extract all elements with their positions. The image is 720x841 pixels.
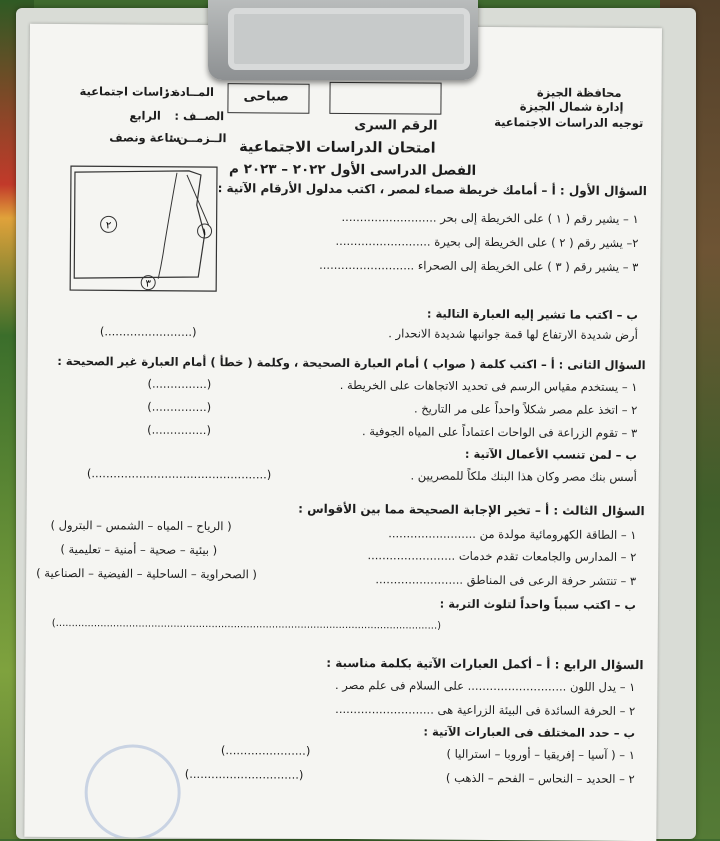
q4-b-blank-1: (......................) bbox=[220, 743, 311, 758]
q2-blank-3: (...............) bbox=[147, 422, 212, 438]
header-department: توجيه الدراسات الاجتماعية bbox=[494, 115, 644, 131]
map-nile bbox=[158, 173, 177, 279]
q3-options-2: ( بيئية – صحية – أمنية – تعليمية ) bbox=[60, 542, 218, 558]
q2-item-3: ٣ – تقوم الزراعة فى الواحات اعتماداً على المياه الجوفية . bbox=[361, 424, 638, 441]
q4-item-2: ٢ – الحرفة السائدة فى البيئة الزراعية هى ........................... bbox=[335, 701, 636, 719]
q3-item-2: ٢ – المدارس والجامعات تقدم خدمات ........................ bbox=[367, 548, 637, 565]
q1-title: السؤال الأول : أ – أمامك خريطة صماء لمصر ، اكتب مدلول الأرقام الآتية : bbox=[217, 181, 647, 199]
q3-item-3: ٣ – تنتشر حرفة الرعى فى المناطق ........................ bbox=[375, 572, 637, 589]
q2-blank-1: (...............) bbox=[147, 376, 212, 392]
q2-b-blank: (................................................) bbox=[86, 466, 272, 482]
header-governorate: محافظة الجيزة bbox=[536, 85, 622, 100]
q4-b-item-2: ٢ – الحديد – النحاس – الفحم – الذهب ) bbox=[445, 770, 635, 787]
exam-title: امتحان الدراسات الاجتماعية bbox=[239, 139, 436, 157]
q1-b-blank: (........................) bbox=[99, 324, 197, 339]
serial-box bbox=[329, 82, 441, 115]
map-label-2: ٢ bbox=[105, 220, 112, 232]
q4-b-item-1: ١ – ( آسيا – إفريقيا – أوروبا – استراليا ) bbox=[446, 746, 635, 763]
q2-b-title: ب – لمن تنسب الأعمال الآتية : bbox=[464, 446, 638, 463]
map-border bbox=[74, 170, 208, 279]
q4-item-1: ١ – يدل اللون ........................... على السلام فى علم مصر . bbox=[334, 677, 636, 695]
map-red-sea-coast bbox=[187, 175, 209, 225]
q1-b-text: أرض شديدة الارتفاع لها قمة جوانبها شديدة الانحدار . bbox=[388, 326, 638, 343]
q4-b-blank-2: (..............................) bbox=[184, 766, 304, 782]
q3-title: السؤال الثالث : أ – تخير الإجابة الصحيحة مما بين الأقواس : bbox=[298, 501, 645, 519]
clip-hole bbox=[228, 8, 470, 70]
q2-title: السؤال الثانى : أ – اكتب كلمة ( صواب ) أمام العبارة الصحيحة ، وكلمة ( خطأ ) أمام العبارة غير الصحيحة : bbox=[57, 353, 646, 373]
q3-options-3: ( الصحراوية – الساحلية – الفيضية – الصناعية ) bbox=[36, 565, 257, 582]
q3-b-blank: (........................................................................................................................) bbox=[51, 617, 442, 632]
q2-item-1: ١ – يستخدم مقياس الرسم فى تحديد الاتجاهات على الخريطة . bbox=[339, 377, 638, 395]
egypt-blank-map bbox=[68, 164, 219, 293]
q4-title: السؤال الرابع : أ – أكمل العبارات الآتية بكلمة مناسبة : bbox=[326, 655, 644, 673]
time-label: الــزمــن : bbox=[169, 130, 227, 146]
q2-b-text: أسس بنك مصر وكان هذا البنك ملكاً للمصريين . bbox=[410, 468, 637, 485]
q2-item-2: ٢ – اتخذ علم مصر شكلاً واحداً على مر التاريخ . bbox=[413, 401, 638, 418]
q1-item-3: ٣ – يشير رقم ( ٣ ) على الخريطة إلى الصحراء .......................... bbox=[319, 257, 639, 275]
clipboard-clip bbox=[208, 0, 478, 80]
q3-options-1: ( الرياح – المياه – الشمس – البترول ) bbox=[50, 517, 232, 534]
q3-b-title: ب – اكتب سبباً واحداً لتلوث التربة : bbox=[439, 596, 637, 613]
q3-item-1: ١ – الطاقة الكهرومائية مولدة من ........................ bbox=[388, 526, 637, 543]
q2-blank-2: (...............) bbox=[147, 399, 212, 415]
exam-paper bbox=[24, 24, 662, 841]
grade-label: الصــف : bbox=[174, 108, 225, 124]
q4-b-title: ب – حدد المختلف فى العبارات الآتية : bbox=[423, 724, 636, 741]
map-frame bbox=[70, 166, 217, 291]
map-label-1: ١ bbox=[201, 226, 208, 239]
time-value: ساعة ونصف bbox=[109, 130, 181, 145]
q1-b-title: ب – اكتب ما تشير إليه العبارة التالية : bbox=[426, 306, 639, 323]
map-label-3: ٣ bbox=[145, 278, 151, 290]
subject-value: دراسات اجتماعية bbox=[79, 84, 176, 99]
serial-label: الرقم السرى bbox=[354, 118, 438, 134]
grade-value: الرابع bbox=[129, 108, 161, 123]
faded-stamp bbox=[84, 744, 181, 841]
shift-value: صباحى bbox=[243, 89, 289, 105]
q1-item-2: ٢– يشير رقم ( ٢ ) على الخريطة إلى بحيرة .......................... bbox=[335, 233, 639, 251]
term-title: الفصل الدراسى الأول ٢٠٢٢ – ٢٠٢٣ م bbox=[228, 161, 477, 179]
subject-label: المــادة : bbox=[164, 84, 215, 100]
q1-item-1: ١ – يشير رقم ( ١ ) على الخريطة إلى بحر .......................... bbox=[341, 209, 639, 227]
header-administration: إدارة شمال الجيزة bbox=[519, 99, 624, 114]
